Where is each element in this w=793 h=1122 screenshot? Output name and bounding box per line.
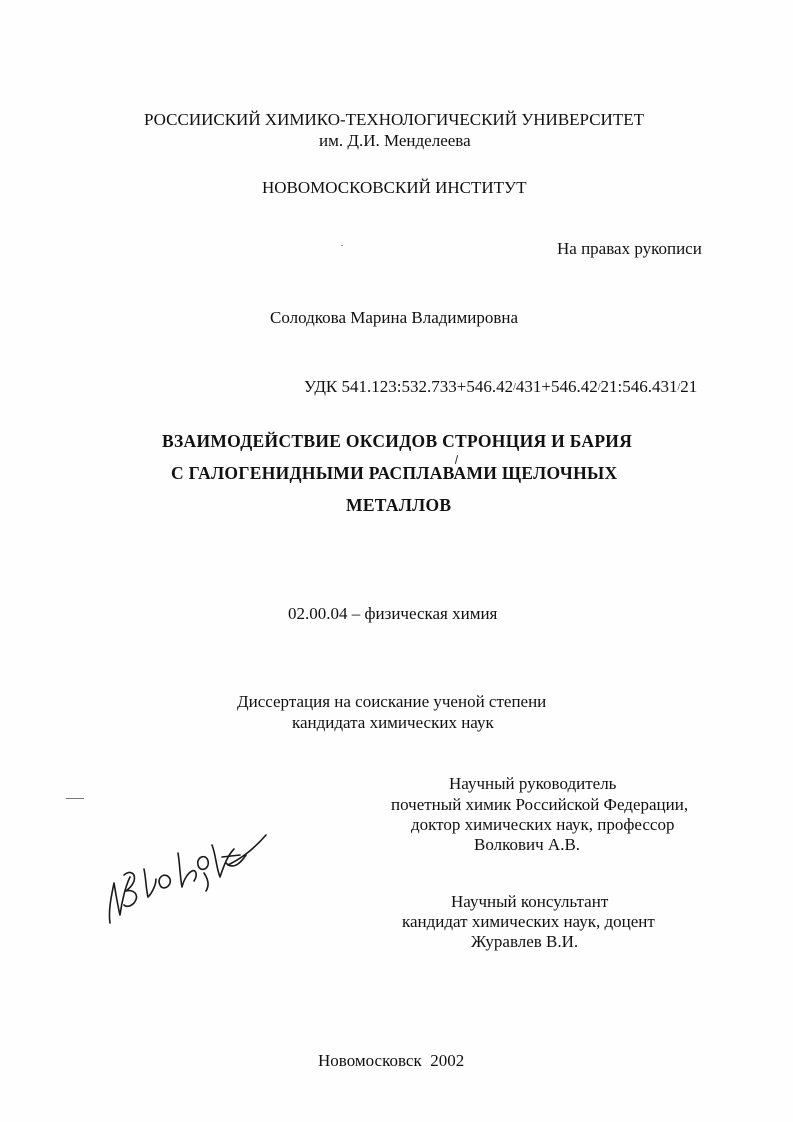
margin-dash	[66, 798, 84, 799]
thesis-title-line-1: ВЗАИМОДЕЙСТВИЕ ОКСИДОВ СТРОНЦИЯ И БАРИЯ	[162, 431, 633, 451]
specialty-code: 02.00.04 – физическая химия	[288, 604, 498, 623]
udc-mark-2: /	[597, 382, 601, 393]
author-name: Солодкова Марина Владимировна	[270, 308, 519, 327]
udc-part-4: 21	[680, 377, 698, 396]
consultant-heading: Научный консультант	[451, 892, 609, 911]
university-name: РОССИИСКИЙ ХИМИКО-ТЕХНОЛОГИЧЕСКИЙ УНИВЕРСИТЕТ	[144, 110, 644, 129]
degree-line-1: Диссертация на соискание ученой степени	[237, 692, 547, 711]
manuscript-note: На правах рукописи	[557, 239, 702, 258]
handwritten-signature	[100, 815, 270, 930]
consultant-name: Журавлев В.И.	[471, 932, 579, 951]
consultant-degree: кандидат химических наук, доцент	[402, 912, 655, 931]
udc-part-1: УДК 541.123:532.733+546.42	[304, 377, 514, 396]
supervisor-name: Волкович А.В.	[474, 835, 581, 854]
udc-part-2: 431+546.42	[515, 377, 598, 396]
supervisor-title: почетный химик Российской Федерации,	[391, 795, 689, 814]
scan-speck	[341, 245, 343, 246]
degree-line-2: кандидата химических наук	[292, 713, 494, 732]
university-named-after: им. Д.И. Менделеева	[319, 131, 471, 150]
udc-part-3: 21:546.431	[600, 377, 678, 396]
thesis-title-line-3: МЕТАЛЛОВ	[346, 495, 452, 515]
supervisor-heading: Научный руководитель	[449, 774, 617, 793]
institute-name: НОВОМОСКОВСКИЙ ИНСТИТУТ	[262, 178, 527, 197]
thesis-title-line-2: С ГАЛОГЕНИДНЫМИ РАСПЛАВАМИ ЩЕЛОЧНЫХ	[171, 463, 618, 483]
udc-mark-3: /	[677, 382, 681, 393]
city-year: Новомосковск 2002	[318, 1051, 465, 1070]
supervisor-degree: доктор химических наук, профессор	[411, 815, 675, 834]
udc-mark-1: /	[513, 382, 516, 393]
udc-code	[304, 377, 697, 400]
